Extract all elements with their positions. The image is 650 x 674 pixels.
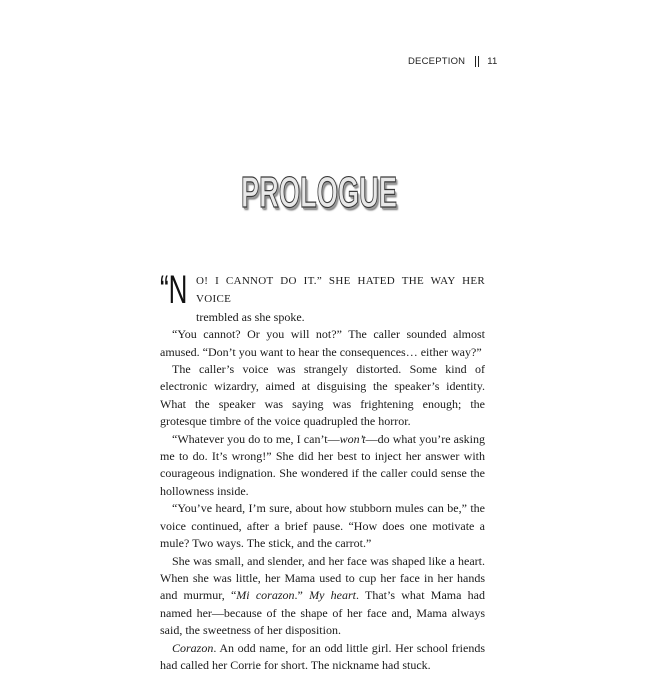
running-header: [408, 56, 498, 67]
opening-line-2: trembled as she spoke.: [196, 309, 305, 324]
header-separator: [475, 56, 479, 67]
opening-paragraph: [160, 268, 485, 326]
paragraph: The caller’s voice was strangely distorted. Some kind of electronic wizardry, aimed at disguising the speaker’s identity. What the speaker was saying was frightening enough; the grotesque timbre of the voice quadrupled the horror.: [160, 362, 485, 429]
drop-cap: “N: [160, 268, 188, 312]
body-text: [160, 268, 485, 674]
paragraph: Corazon. An odd name, for an odd little girl. Her school friends had called her Corrie for short. The nickname had stuck.: [160, 640, 485, 672]
paragraph: “You cannot? Or you will not?” The caller sounded almost amused. “Don’t you want to hear the consequences… either way?”: [160, 327, 485, 359]
running-title: DECEPTION: [408, 56, 466, 67]
opening-line: O! I CANNOT DO IT.” SHE HATED THE WAY HER VOICE: [196, 275, 485, 306]
page-number: 11: [487, 56, 498, 67]
chapter-title: PROLOGUE: [240, 168, 398, 217]
paragraph: “You’ve heard, I’m sure, about how stubborn mules can be,” the voice continued, after a brief pause. “How does one motivate a mule? Two ways. The stick, and the carrot.”: [160, 501, 485, 551]
paragraph: She was small, and slender, and her face was shaped like a heart. When she was little, her Mama used to cup her face in her hands and murmur, “Mi corazon.” My heart. That’s what Mama had named her—because of the shape of her face and, Mama always said, the sweetness of her disposition.: [160, 553, 485, 638]
paragraph: “Whatever you do to me, I can’t—won’t—do what you’re asking me to do. It’s wrong!” She did her best to inject her answer with courageous indignation. She wondered if the caller could sense the hollowness inside.: [160, 431, 485, 498]
